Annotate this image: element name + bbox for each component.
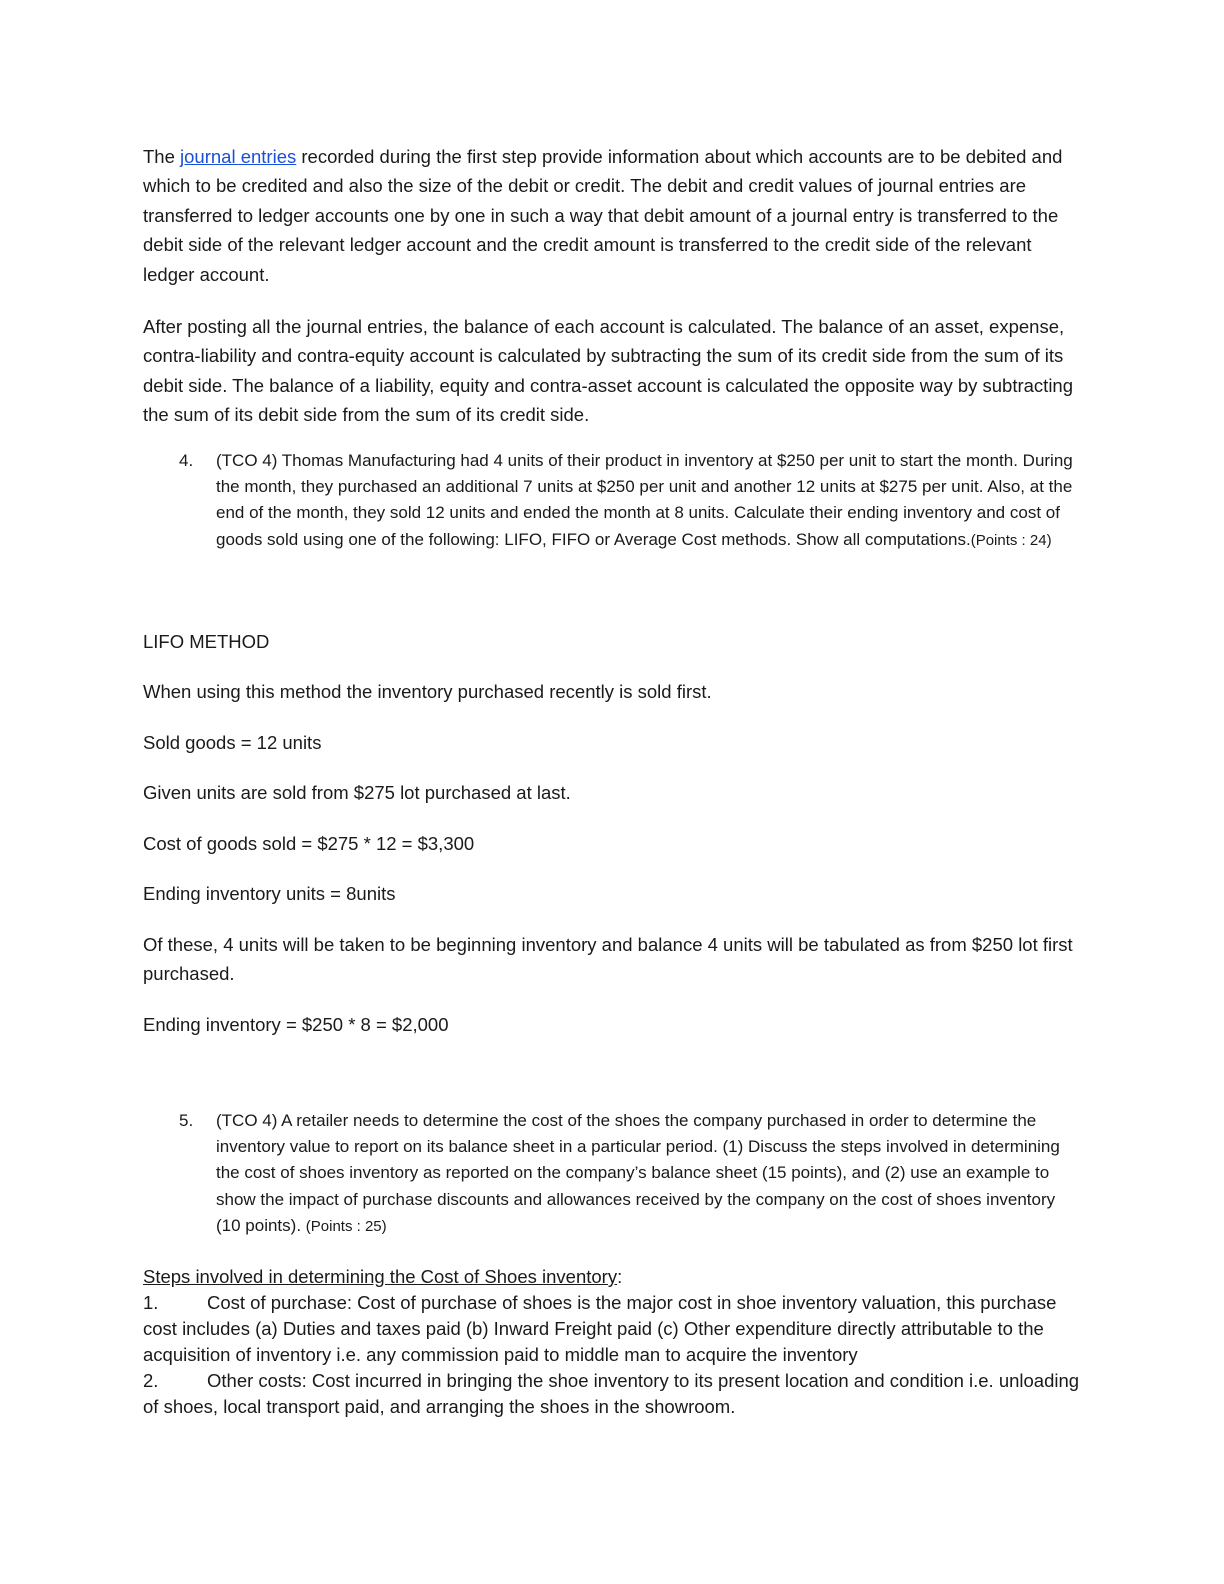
step-text: Other costs: Cost incurred in bringing the shoe inventory to its present location and condition i.e. unloading of shoes, local transport paid, and arranging the shoes in the showroom. [143,1370,1080,1417]
question-5 [143,1108,1083,1240]
question-5-number: 5. [179,1111,194,1130]
lifo-line-1: When using this method the inventory purchased recently is sold first. [143,681,712,702]
steps-section [143,1264,1083,1420]
para1-pre: The [143,146,181,167]
para1-post: recorded during the first step provide information about which accounts are to be debited and which to be credited and also the size of the debit or credit. The debit and credit values of journal entries are transferred to ledger accounts one by one in such a way that debit amount of a journal entry is transferred to the debit side of the relevant ledger account and the credit amount is transferred to the credit side of the relevant ledger account. [143,146,1063,285]
lifo-line-7: Ending inventory = $250 * 8 = $2,000 [143,1014,449,1035]
question-4-text: (TCO 4) Thomas Manufacturing had 4 units of their product in inventory at $250 per unit to start the month. During the month, they purchased an additional 7 units at $250 per unit and another 12 units at $275 per unit. Also, at the end of the month, they sold 12 units and ended the month at 8 units. Calculate their ending inventory and cost of goods sold using one of the following: LIFO, FIFO or Average Cost methods. Show all computations. [216,451,1073,549]
step-item [143,1290,1083,1368]
lifo-heading: LIFO METHOD [143,631,270,652]
paragraph-account-balance: After posting all the journal entries, the balance of each account is calculated. The balance of an asset, expense, contra-liability and contra-equity account is calculated by subtracting the sum of its credit side from the sum of its debit side. The balance of a liability, equity and contra-asset account is calculated the opposite way by subtracting the sum of its debit side from the sum of its credit side. [143,316,1074,426]
journal-entries-link[interactable]: journal entries [180,146,297,167]
steps-heading: Steps involved in determining the Cost of Shoes inventory [143,1266,618,1287]
step-item [143,1368,1083,1420]
lifo-line-6: Of these, 4 units will be taken to be beginning inventory and balance 4 units will be tabulated as from $250 lot first purchased. [143,934,1073,985]
steps-heading-line [143,1264,1083,1290]
lifo-line-2: Sold goods = 12 units [143,732,322,753]
question-4-body [216,448,1083,554]
question-5-body [216,1108,1083,1240]
steps-heading-colon: : [617,1266,623,1287]
lifo-line-3: Given units are sold from $275 lot purchased at last. [143,782,571,803]
step-text: Cost of purchase: Cost of purchase of shoes is the major cost in shoe inventory valuation, this purchase cost includes (a) Duties and taxes paid (b) Inward Freight paid (c) Other expenditure directly attributable to the acquisition of inventory i.e. any commission paid to middle man to acquire the inventory [143,1292,1057,1365]
lifo-line-5: Ending inventory units = 8units [143,883,396,904]
lifo-line-4: Cost of goods sold = $275 * 12 = $3,300 [143,833,475,854]
question-5-points: (Points : 25) [305,1217,387,1235]
question-4 [143,448,1083,554]
question-5-text: (TCO 4) A retailer needs to determine the cost of the shoes the company purchased in order to determine the inventory value to report on its balance sheet in a particular period. (1) Discuss the steps involved in determining the cost of shoes inventory as reported on the company’s balance sheet (15 points), and (2) use an example to show the impact of purchase discounts and allowances received by the company on the cost of shoes inventory (10 points). [216,1111,1060,1235]
question-4-points: (Points : 24) [970,531,1052,549]
paragraph-journal-entries [143,142,1083,289]
step-number: 1. [143,1292,159,1313]
step-number: 2. [143,1370,159,1391]
question-4-number: 4. [179,451,194,470]
